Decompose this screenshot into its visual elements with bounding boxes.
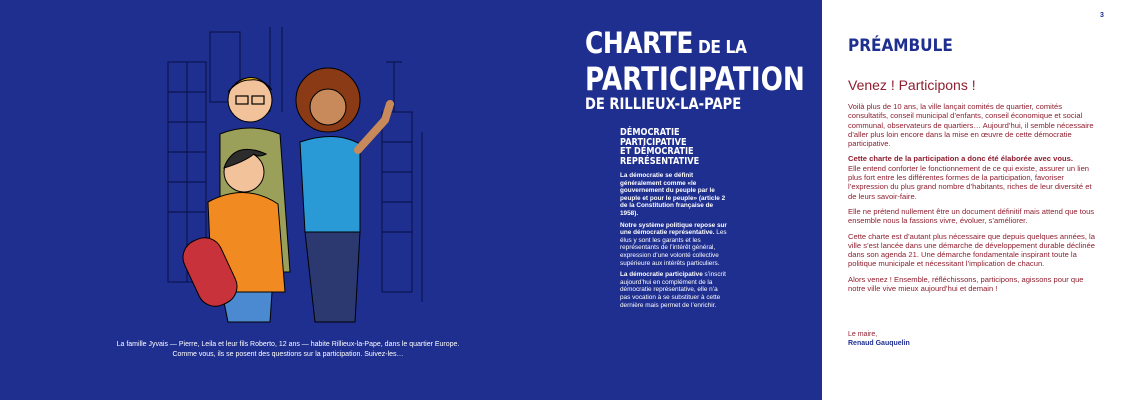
- preamble-paragraph-1: Voilà plus de 10 ans, la ville lançait comités de quartier, comités consultatifs, conseil municipal d’enfants, conseil économique et social communal, observateurs de quartiers… Aujourd’hui, il semble nécessaire d’aller plus loin encore dans la mise en œuvre de cette démocratie participative.: [848, 102, 1094, 149]
- preamble-title: PRÉAMBULE: [848, 36, 953, 56]
- preamble-highlight: Cette charte de la participation a donc été élaborée avec vous. Elle entend conforter le fonctionnement de ce qui existe, assurer un lien plus fort entre les différentes formes de la participation, favoriser l’expression du plus grand nombre d’habitants, riches de leur diversité et de leurs savoir-faire.: [848, 154, 1092, 201]
- title-city: DE RILLIEUX-LA-PAPE: [585, 94, 742, 113]
- section-heading: DÉMOCRATIE PARTICIPATIVE ET DÉMOCRATIE REPRÉSENTATIVE: [620, 127, 700, 167]
- caption-line-2: Comme vous, ils se posent des questions sur la participation. Suivez-les…: [172, 351, 404, 358]
- title-word-charte: CHARTE: [585, 26, 694, 60]
- title-word-participation: PARTICIPATION: [585, 60, 805, 98]
- section-paragraph-2: Notre système politique repose sur une démocratie représentative. Les élus y sont les garants et les représentants de l’intérêt général, expression d’une volonté collective supérieure aux intérêts particuliers.: [620, 221, 727, 267]
- page-number: 3: [1100, 12, 1104, 19]
- caption-line-1: La famille Jyvais — Pierre, Leila et leur fils Roberto, 12 ans — habite Rillieux-la-Pape, dans le quartier Europe.: [116, 341, 460, 348]
- preamble-body: [848, 102, 1100, 299]
- signature-role: Le maire,: [848, 331, 878, 338]
- preamble-subtitle: Venez ! Participons !: [848, 77, 976, 93]
- signature: [848, 330, 910, 348]
- section-paragraph-3: La démocratie participative s’inscrit aujourd’hui en complément de la démocratie représentative, elle n’a pas vocation à se substituer à cette dernière mais permet de l’enrichir.: [620, 271, 726, 309]
- preamble-paragraph-4: Alors venez ! Ensemble, réfléchissons, participons, agissons pour que notre ville vive mieux aujourd’hui et demain !: [848, 274, 1084, 294]
- charter-title: [585, 28, 810, 113]
- signature-name: Renaud Gauquelin: [848, 340, 910, 347]
- section-paragraph-1: La démocratie se définit généralement comme «le gouvernement du peuple par le peuple et pour le peuple» (article 2 de la Constitution française de 1958).: [620, 172, 726, 217]
- preamble-paragraph-2: Elle ne prétend nullement être un document définitif mais attend que tous ensemble nous la fassions vivre, évoluer, s’améliorer.: [848, 206, 1095, 226]
- illustration-caption: [108, 340, 468, 360]
- title-word-de-la: DE LA: [693, 37, 747, 58]
- family-illustration: [150, 22, 430, 332]
- preamble-paragraph-3: Cette charte est d’autant plus nécessaire que depuis quelques années, la ville s’est lancée dans une démarche de développement durable déclinée dans son agenda 21. Une démarche fondamentale inspirant toute la politique municipale et nécessitant l’implication de chacun.: [848, 231, 1095, 269]
- democracy-section: [620, 128, 728, 313]
